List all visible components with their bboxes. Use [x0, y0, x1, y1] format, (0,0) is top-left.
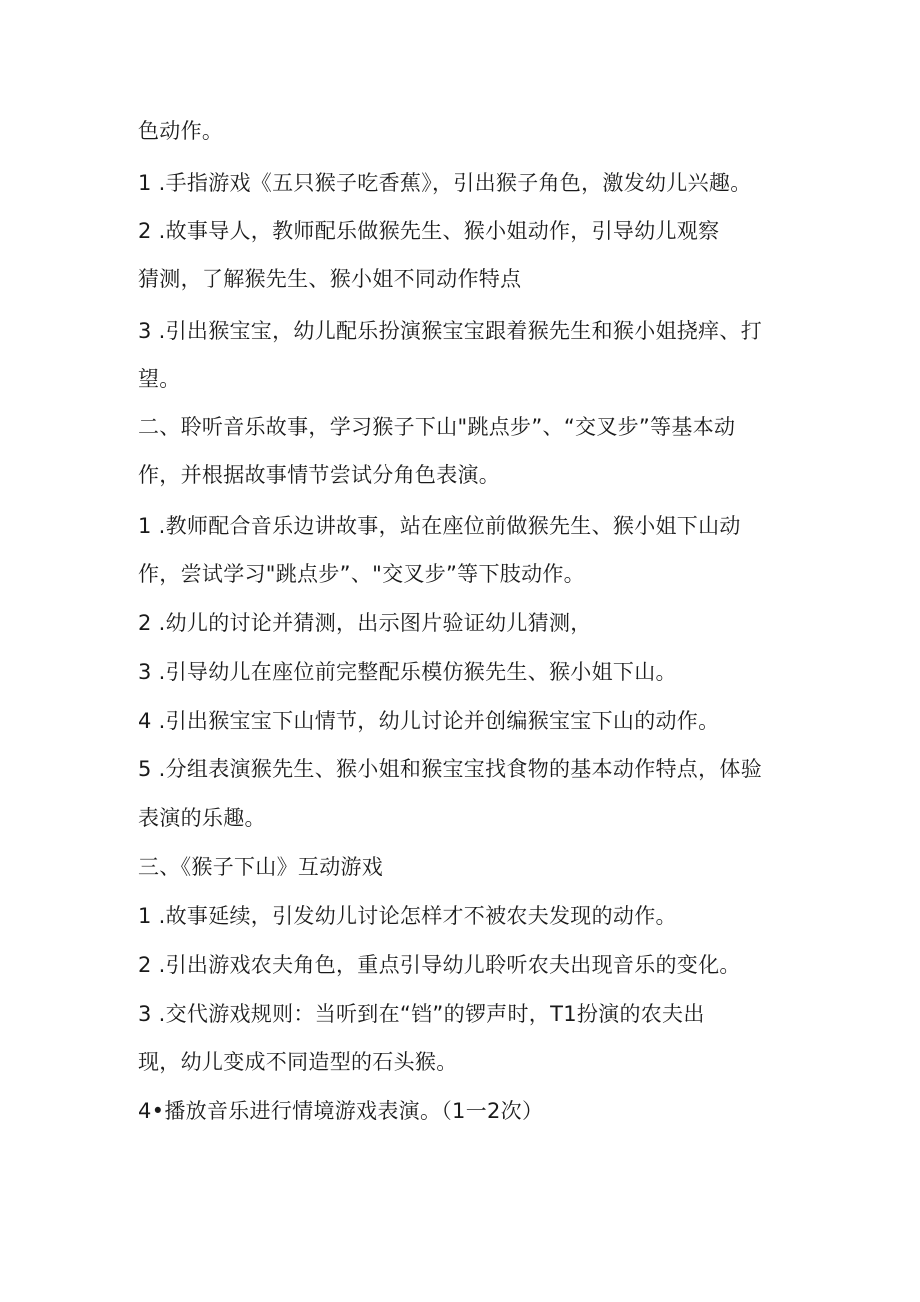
text-line: 表演的乐趣。	[138, 806, 266, 830]
section-heading: 三、《猴子下山》互动游戏	[138, 855, 384, 879]
text-line: 1 .故事延续，引发幼儿讨论怎样才不被农夫发现的动作。	[138, 904, 677, 928]
text-line: 3 .交代游戏规则：当听到在“铛”的锣声时，T1扮演的农夫出	[138, 1002, 705, 1026]
text-line: 作，尝试学习"跳点步”、"交叉步”等下肢动作。	[138, 562, 585, 586]
text-line: 4 .引出猴宝宝下山情节，幼儿讨论并创编猴宝宝下山的动作。	[138, 709, 720, 733]
text-line: 色动作。	[138, 119, 224, 143]
text-line: 望。	[138, 367, 181, 391]
text-line: 猜测，了解猴先生、猴小姐不同动作特点	[138, 267, 522, 291]
text-line: 现，幼儿变成不同造型的石头猴。	[138, 1050, 458, 1074]
text-line: 2 .幼儿的讨论并猜测，出示图片验证幼儿猜测，	[138, 611, 592, 635]
text-line: 2 .故事导人，教师配乐做猴先生、猴小姐动作，引导幼儿观察	[138, 219, 720, 243]
text-line: 4•播放音乐进行情境游戏表演。（1一2次）	[138, 1099, 544, 1123]
text-line: 二、聆听音乐故事，学习猴子下山"跳点步”、“交叉步”等基本动	[138, 415, 736, 439]
text-line: 作，并根据故事情节尝试分角色表演。	[138, 463, 501, 487]
text-line: 3 .引导幼儿在座位前完整配乐模仿猴先生、猴小姐下山。	[138, 660, 677, 684]
text-line: 1 .手指游戏《五只猴子吃香蕉》，引出猴子角色，激发幼儿兴趣。	[138, 171, 752, 195]
text-line: 1 .教师配合音乐边讲故事，站在座位前做猴先生、猴小姐下山动	[138, 514, 741, 538]
text-line: 2 .引出游戏农夫角色，重点引导幼儿聆听农夫出现音乐的变化。	[138, 953, 741, 977]
text-line: 5 .分组表演猴先生、猴小姐和猴宝宝找食物的基本动作特点，体验	[138, 757, 763, 781]
text-line: 3 .引出猴宝宝，幼儿配乐扮演猴宝宝跟着猴先生和猴小姐挠痒、打	[138, 319, 763, 343]
